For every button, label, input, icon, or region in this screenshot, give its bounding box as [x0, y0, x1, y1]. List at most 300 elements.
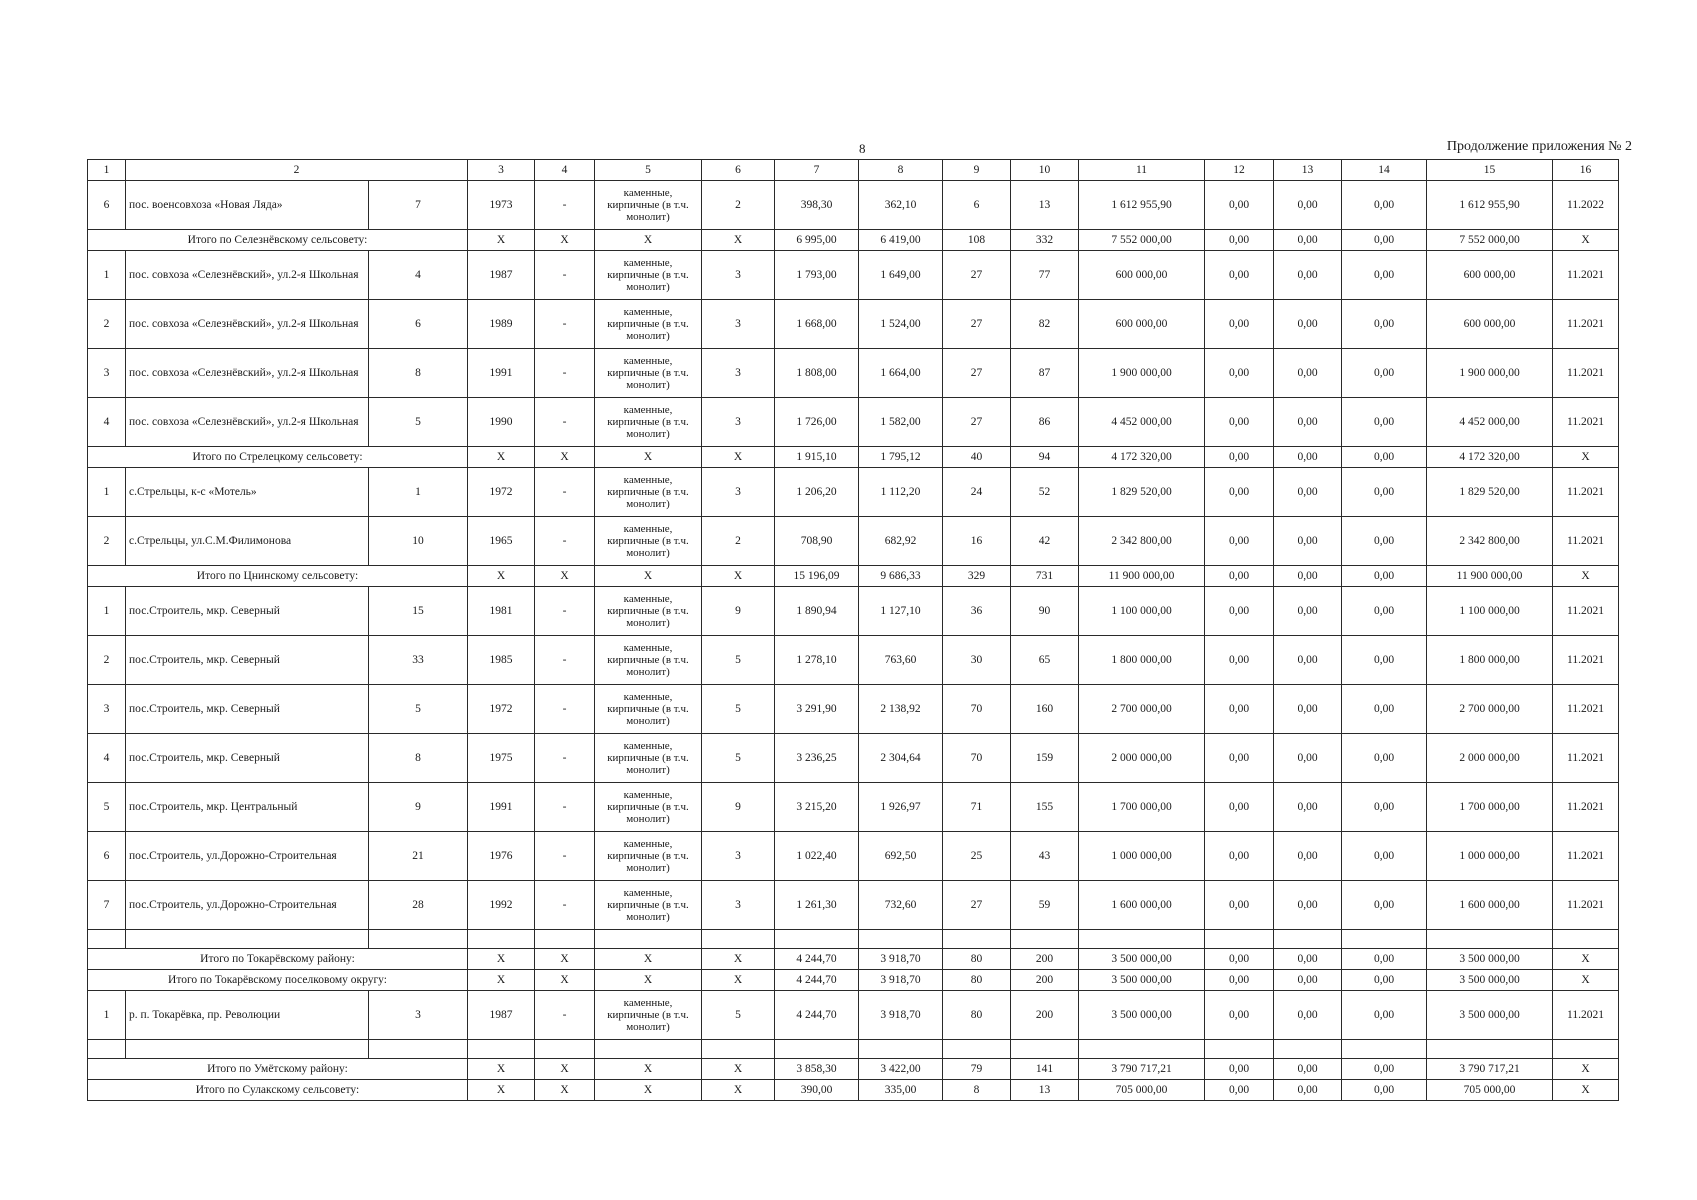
table-cell: -	[535, 734, 595, 783]
table-cell: 3	[702, 832, 775, 881]
table-row	[88, 181, 1619, 230]
address-cell: с.Стрельцы, ул.С.М.Филимонова	[126, 517, 369, 566]
table-cell: 1991	[468, 783, 535, 832]
empty-cell	[1079, 1040, 1205, 1059]
subtotal-cell: X	[702, 1080, 775, 1101]
table-cell: 11.2021	[1553, 991, 1619, 1040]
table-cell: 11.2021	[1553, 881, 1619, 930]
table-cell: 0,00	[1205, 517, 1274, 566]
table-cell: 763,60	[859, 636, 943, 685]
table-cell: 1 900 000,00	[1427, 349, 1553, 398]
table-cell: 0,00	[1342, 349, 1427, 398]
empty-row	[88, 930, 1619, 949]
table-row	[88, 587, 1619, 636]
subtotal-cell: 335,00	[859, 1080, 943, 1101]
subtotal-cell: X	[1553, 970, 1619, 991]
table-cell: 3	[702, 468, 775, 517]
table-cell: 87	[1011, 349, 1079, 398]
table-cell: 11.2021	[1553, 832, 1619, 881]
subtotal-cell: 0,00	[1274, 1059, 1342, 1080]
table-cell: 82	[1011, 300, 1079, 349]
empty-cell	[126, 1040, 369, 1059]
column-number: 6	[702, 160, 775, 181]
wall-material-cell: каменные, кирпичные (в т.ч. монолит)	[595, 991, 702, 1040]
subtotal-cell: 3 500 000,00	[1427, 970, 1553, 991]
subtotal-row	[88, 230, 1619, 251]
table-cell: 0,00	[1342, 517, 1427, 566]
column-number: 11	[1079, 160, 1205, 181]
table-cell: 1972	[468, 685, 535, 734]
table-cell: -	[535, 587, 595, 636]
table-cell: 0,00	[1342, 251, 1427, 300]
table-cell: 0,00	[1274, 734, 1342, 783]
table-cell: 2 700 000,00	[1427, 685, 1553, 734]
table-cell: 3 236,25	[775, 734, 859, 783]
address-cell: с.Стрельцы, к-с «Мотель»	[126, 468, 369, 517]
subtotal-cell: 332	[1011, 230, 1079, 251]
subtotal-label: Итого по Сулакскому сельсовету:	[88, 1080, 468, 1101]
table-cell: 2 000 000,00	[1079, 734, 1205, 783]
table-cell: 1	[88, 991, 126, 1040]
subtotal-cell: 0,00	[1205, 1059, 1274, 1080]
column-number: 12	[1205, 160, 1274, 181]
column-number: 4	[535, 160, 595, 181]
table-cell: 2 342 800,00	[1079, 517, 1205, 566]
subtotal-label: Итого по Токарёвскому району:	[88, 949, 468, 970]
table-cell: 1 800 000,00	[1079, 636, 1205, 685]
table-cell: 708,90	[775, 517, 859, 566]
table-cell: 9	[369, 783, 468, 832]
table-cell: 0,00	[1342, 587, 1427, 636]
table-cell: 0,00	[1205, 300, 1274, 349]
subtotal-label: Итого по Токарёвскому поселковому округу:	[88, 970, 468, 991]
table-cell: 160	[1011, 685, 1079, 734]
subtotal-label: Итого по Стрелецкому сельсовету:	[88, 447, 468, 468]
empty-cell	[595, 1040, 702, 1059]
subtotal-cell: 3 500 000,00	[1079, 970, 1205, 991]
table-cell: 1965	[468, 517, 535, 566]
table-cell: 77	[1011, 251, 1079, 300]
subtotal-cell: 731	[1011, 566, 1079, 587]
table-cell: 2	[88, 300, 126, 349]
wall-material-cell: каменные, кирпичные (в т.ч. монолит)	[595, 300, 702, 349]
subtotal-cell: 0,00	[1205, 566, 1274, 587]
table-cell: 7	[88, 881, 126, 930]
table-cell: 5	[702, 636, 775, 685]
subtotal-row	[88, 970, 1619, 991]
subtotal-label: Итого по Цнинскому сельсовету:	[88, 566, 468, 587]
subtotal-cell: 3 918,70	[859, 970, 943, 991]
table-cell: 1 100 000,00	[1079, 587, 1205, 636]
table-row	[88, 349, 1619, 398]
table-cell: 1975	[468, 734, 535, 783]
table-cell: 1	[369, 468, 468, 517]
subtotal-cell: X	[535, 1080, 595, 1101]
table-cell: 1 900 000,00	[1079, 349, 1205, 398]
table-cell: 3	[702, 881, 775, 930]
table-cell: 2	[88, 517, 126, 566]
table-cell: 15	[369, 587, 468, 636]
table-cell: 65	[1011, 636, 1079, 685]
table-cell: 25	[943, 832, 1011, 881]
table-cell: 0,00	[1274, 991, 1342, 1040]
table-cell: 1 600 000,00	[1079, 881, 1205, 930]
table-cell: 1985	[468, 636, 535, 685]
table-cell: 11.2021	[1553, 517, 1619, 566]
subtotal-cell: 80	[943, 949, 1011, 970]
address-cell: пос.Строитель, ул.Дорожно-Строительная	[126, 832, 369, 881]
table-cell: 11.2021	[1553, 300, 1619, 349]
subtotal-cell: X	[535, 566, 595, 587]
subtotal-cell: 0,00	[1205, 970, 1274, 991]
subtotal-cell: 7 552 000,00	[1079, 230, 1205, 251]
table-cell: 398,30	[775, 181, 859, 230]
table-cell: 1 800 000,00	[1427, 636, 1553, 685]
table-cell: 24	[943, 468, 1011, 517]
subtotal-cell: X	[702, 949, 775, 970]
subtotal-cell: 3 790 717,21	[1427, 1059, 1553, 1080]
wall-material-cell: каменные, кирпичные (в т.ч. монолит)	[595, 881, 702, 930]
column-number: 1	[88, 160, 126, 181]
table-cell: 3	[702, 300, 775, 349]
table-cell: 1 829 520,00	[1427, 468, 1553, 517]
subtotal-cell: X	[702, 230, 775, 251]
table-cell: 21	[369, 832, 468, 881]
subtotal-cell: X	[595, 1080, 702, 1101]
table-cell: -	[535, 783, 595, 832]
table-cell: -	[535, 300, 595, 349]
appendix-continuation-label: Продолжение приложения № 2	[1446, 139, 1632, 154]
subtotal-cell: 0,00	[1274, 949, 1342, 970]
table-cell: 155	[1011, 783, 1079, 832]
table-cell: 0,00	[1342, 300, 1427, 349]
subtotal-cell: 4 244,70	[775, 970, 859, 991]
table-cell: 86	[1011, 398, 1079, 447]
address-cell: пос.Строитель, мкр. Северный	[126, 685, 369, 734]
table-cell: 0,00	[1274, 636, 1342, 685]
table-cell: 8	[369, 349, 468, 398]
table-cell: 11.2021	[1553, 636, 1619, 685]
wall-material-cell: каменные, кирпичные (в т.ч. монолит)	[595, 468, 702, 517]
table-cell: 600 000,00	[1427, 251, 1553, 300]
table-cell: 43	[1011, 832, 1079, 881]
address-cell: пос.Строитель, мкр. Северный	[126, 587, 369, 636]
subtotal-row	[88, 1080, 1619, 1101]
table-cell: 0,00	[1205, 398, 1274, 447]
empty-cell	[775, 1040, 859, 1059]
table-cell: 1972	[468, 468, 535, 517]
subtotal-cell: 3 790 717,21	[1079, 1059, 1205, 1080]
subtotal-cell: X	[535, 447, 595, 468]
table-cell: 0,00	[1342, 734, 1427, 783]
subtotal-cell: 0,00	[1274, 1080, 1342, 1101]
table-cell: 8	[369, 734, 468, 783]
table-cell: 33	[369, 636, 468, 685]
subtotal-cell: 3 918,70	[859, 949, 943, 970]
column-number: 13	[1274, 160, 1342, 181]
subtotal-cell: 0,00	[1205, 447, 1274, 468]
wall-material-cell: каменные, кирпичные (в т.ч. монолит)	[595, 685, 702, 734]
table-cell: 70	[943, 734, 1011, 783]
wall-material-cell: каменные, кирпичные (в т.ч. монолит)	[595, 734, 702, 783]
column-number: 14	[1342, 160, 1427, 181]
subtotal-cell: X	[702, 1059, 775, 1080]
table-cell: 1 649,00	[859, 251, 943, 300]
table-cell: 5	[702, 685, 775, 734]
empty-cell	[1553, 930, 1619, 949]
table-cell: 1 278,10	[775, 636, 859, 685]
table-cell: 10	[369, 517, 468, 566]
table-cell: 1 890,94	[775, 587, 859, 636]
table-cell: 0,00	[1274, 685, 1342, 734]
table-cell: 11.2021	[1553, 468, 1619, 517]
table-cell: 682,92	[859, 517, 943, 566]
address-cell: пос. совхоза «Селезнёвский», ул.2-я Школьная	[126, 300, 369, 349]
table-cell: 5	[88, 783, 126, 832]
table-cell: 4 452 000,00	[1427, 398, 1553, 447]
table-cell: 6	[943, 181, 1011, 230]
table-cell: 1992	[468, 881, 535, 930]
address-cell: р. п. Токарёвка, пр. Революции	[126, 991, 369, 1040]
subtotal-cell: X	[468, 447, 535, 468]
subtotal-label: Итого по Умётскому району:	[88, 1059, 468, 1080]
subtotal-cell: 0,00	[1274, 447, 1342, 468]
table-cell: 0,00	[1205, 587, 1274, 636]
subtotal-cell: X	[535, 1059, 595, 1080]
table-cell: 3 215,20	[775, 783, 859, 832]
empty-cell	[1274, 930, 1342, 949]
table-cell: 1 700 000,00	[1427, 783, 1553, 832]
subtotal-cell: 0,00	[1205, 949, 1274, 970]
table-cell: 3 918,70	[859, 991, 943, 1040]
table-cell: 16	[943, 517, 1011, 566]
table-cell: 11.2021	[1553, 349, 1619, 398]
empty-cell	[1342, 930, 1427, 949]
table-cell: -	[535, 349, 595, 398]
table-cell: 2	[702, 181, 775, 230]
table-cell: 3	[702, 349, 775, 398]
empty-cell	[1205, 930, 1274, 949]
column-number: 8	[859, 160, 943, 181]
subtotal-cell: X	[595, 230, 702, 251]
subtotal-cell: 0,00	[1274, 970, 1342, 991]
table-cell: 0,00	[1342, 991, 1427, 1040]
table-cell: 0,00	[1274, 181, 1342, 230]
subtotal-cell: 0,00	[1274, 566, 1342, 587]
column-number-header-row	[88, 160, 1619, 181]
column-number: 7	[775, 160, 859, 181]
subtotal-cell: X	[1553, 230, 1619, 251]
table-cell: -	[535, 881, 595, 930]
subtotal-cell: 200	[1011, 970, 1079, 991]
table-cell: 27	[943, 881, 1011, 930]
table-cell: 0,00	[1274, 783, 1342, 832]
table-cell: 1 612 955,90	[1427, 181, 1553, 230]
table-cell: 0,00	[1274, 468, 1342, 517]
table-cell: 11.2021	[1553, 587, 1619, 636]
table-cell: 0,00	[1205, 685, 1274, 734]
address-cell: пос. совхоза «Селезнёвский», ул.2-я Школьная	[126, 398, 369, 447]
subtotal-row	[88, 1059, 1619, 1080]
subtotal-cell: 1 915,10	[775, 447, 859, 468]
table-cell: 0,00	[1342, 181, 1427, 230]
address-cell: пос.Строитель, мкр. Северный	[126, 636, 369, 685]
table-cell: 1 600 000,00	[1427, 881, 1553, 930]
table-cell: 3	[369, 991, 468, 1040]
table-cell: 1 000 000,00	[1079, 832, 1205, 881]
subtotal-cell: 3 858,30	[775, 1059, 859, 1080]
table-cell: 30	[943, 636, 1011, 685]
subtotal-cell: 80	[943, 970, 1011, 991]
subtotal-cell: 11 900 000,00	[1427, 566, 1553, 587]
address-cell: пос.Строитель, мкр. Северный	[126, 734, 369, 783]
table-cell: 732,60	[859, 881, 943, 930]
table-cell: 0,00	[1205, 251, 1274, 300]
table-cell: 0,00	[1274, 517, 1342, 566]
subtotal-cell: 0,00	[1205, 230, 1274, 251]
wall-material-cell: каменные, кирпичные (в т.ч. монолит)	[595, 517, 702, 566]
subtotal-cell: 79	[943, 1059, 1011, 1080]
table-cell: 0,00	[1205, 991, 1274, 1040]
table-cell: 6	[88, 832, 126, 881]
column-number: 10	[1011, 160, 1079, 181]
table-cell: 0,00	[1205, 468, 1274, 517]
table-cell: 1 206,20	[775, 468, 859, 517]
table-row	[88, 300, 1619, 349]
subtotal-cell: X	[468, 949, 535, 970]
column-number: 9	[943, 160, 1011, 181]
table-row	[88, 832, 1619, 881]
table-cell: 0,00	[1342, 468, 1427, 517]
table-cell: 159	[1011, 734, 1079, 783]
table-cell: 1 926,97	[859, 783, 943, 832]
table-cell: 3	[702, 251, 775, 300]
subtotal-cell: X	[595, 447, 702, 468]
table-cell: 28	[369, 881, 468, 930]
table-cell: -	[535, 251, 595, 300]
table-cell: -	[535, 468, 595, 517]
table-cell: 27	[943, 300, 1011, 349]
table-cell: 0,00	[1205, 636, 1274, 685]
empty-cell	[88, 930, 126, 949]
subtotal-cell: X	[702, 566, 775, 587]
table-cell: 1991	[468, 349, 535, 398]
table-cell: 5	[369, 685, 468, 734]
table-cell: 1 612 955,90	[1079, 181, 1205, 230]
table-cell: 9	[702, 587, 775, 636]
subtotal-cell: X	[595, 1059, 702, 1080]
subtotal-cell: X	[468, 1059, 535, 1080]
wall-material-cell: каменные, кирпичные (в т.ч. монолит)	[595, 398, 702, 447]
column-number: 2	[126, 160, 468, 181]
wall-material-cell: каменные, кирпичные (в т.ч. монолит)	[595, 181, 702, 230]
table-row	[88, 783, 1619, 832]
subtotal-cell: 1 795,12	[859, 447, 943, 468]
subtotal-cell: 3 422,00	[859, 1059, 943, 1080]
table-row	[88, 685, 1619, 734]
table-cell: 1 726,00	[775, 398, 859, 447]
empty-cell	[1427, 1040, 1553, 1059]
table-cell: 1 668,00	[775, 300, 859, 349]
table-row	[88, 398, 1619, 447]
table-row	[88, 734, 1619, 783]
empty-cell	[775, 930, 859, 949]
wall-material-cell: каменные, кирпичные (в т.ч. монолит)	[595, 832, 702, 881]
table-cell: 0,00	[1205, 181, 1274, 230]
table-cell: 1	[88, 587, 126, 636]
empty-cell	[943, 1040, 1011, 1059]
table-cell: 5	[702, 734, 775, 783]
empty-cell	[1079, 930, 1205, 949]
subtotal-cell: 108	[943, 230, 1011, 251]
table-cell: 1973	[468, 181, 535, 230]
table-cell: 0,00	[1205, 832, 1274, 881]
table-cell: 27	[943, 398, 1011, 447]
table-cell: 27	[943, 349, 1011, 398]
table-cell: -	[535, 636, 595, 685]
table-cell: -	[535, 685, 595, 734]
table-cell: 1 700 000,00	[1079, 783, 1205, 832]
table-cell: 0,00	[1342, 832, 1427, 881]
table-cell: 4	[88, 398, 126, 447]
table-cell: 0,00	[1205, 783, 1274, 832]
subtotal-cell: 0,00	[1342, 949, 1427, 970]
table-cell: 0,00	[1274, 251, 1342, 300]
subtotal-cell: X	[1553, 1080, 1619, 1101]
subtotal-cell: 13	[1011, 1080, 1079, 1101]
address-cell: пос.Строитель, мкр. Центральный	[126, 783, 369, 832]
subtotal-row	[88, 566, 1619, 587]
table-cell: 3	[702, 398, 775, 447]
subtotal-cell: 0,00	[1342, 970, 1427, 991]
table-cell: 11.2021	[1553, 734, 1619, 783]
subtotal-cell: 4 172 320,00	[1427, 447, 1553, 468]
table-cell: 600 000,00	[1427, 300, 1553, 349]
table-cell: 0,00	[1205, 349, 1274, 398]
empty-cell	[1011, 930, 1079, 949]
subtotal-cell: 94	[1011, 447, 1079, 468]
empty-cell	[859, 930, 943, 949]
table-cell: 2 342 800,00	[1427, 517, 1553, 566]
table-cell: 2 138,92	[859, 685, 943, 734]
table-cell: 0,00	[1342, 783, 1427, 832]
empty-cell	[1011, 1040, 1079, 1059]
empty-cell	[535, 930, 595, 949]
subtotal-cell: 7 552 000,00	[1427, 230, 1553, 251]
empty-cell	[369, 930, 468, 949]
column-number: 3	[468, 160, 535, 181]
subtotal-cell: 0,00	[1342, 447, 1427, 468]
empty-cell	[1553, 1040, 1619, 1059]
subtotal-cell: 3 500 000,00	[1079, 949, 1205, 970]
subtotal-row	[88, 447, 1619, 468]
table-cell: 2 700 000,00	[1079, 685, 1205, 734]
empty-cell	[943, 930, 1011, 949]
subtotal-cell: 0,00	[1342, 1059, 1427, 1080]
empty-cell	[1274, 1040, 1342, 1059]
table-cell: 2 000 000,00	[1427, 734, 1553, 783]
column-number: 16	[1553, 160, 1619, 181]
subtotal-cell: X	[1553, 949, 1619, 970]
empty-cell	[468, 930, 535, 949]
table-cell: 1 127,10	[859, 587, 943, 636]
table-row	[88, 881, 1619, 930]
page-number: 8	[859, 141, 866, 156]
table-cell: 3	[88, 349, 126, 398]
table-cell: 1 664,00	[859, 349, 943, 398]
wall-material-cell: каменные, кирпичные (в т.ч. монолит)	[595, 587, 702, 636]
table-cell: 70	[943, 685, 1011, 734]
